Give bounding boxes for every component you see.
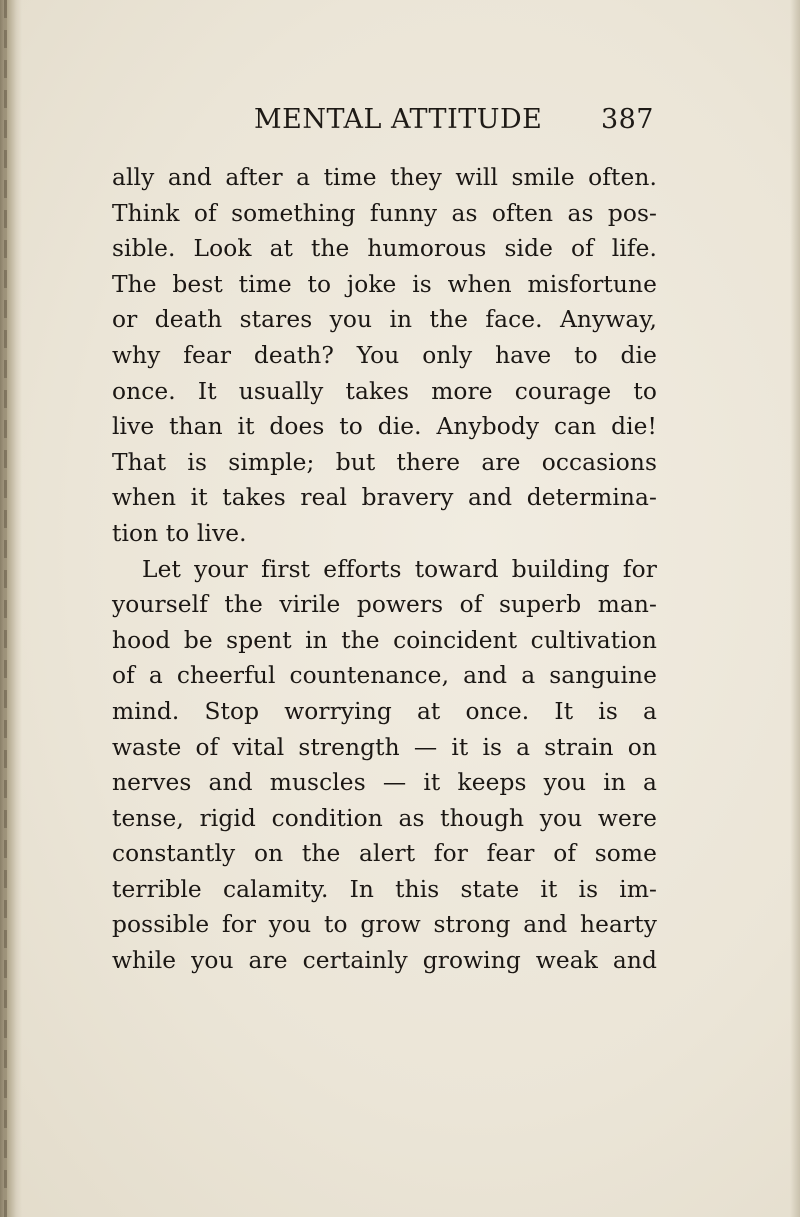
text-line: or death stares you in the face. Anyway,: [112, 306, 657, 334]
text-line: The best time to joke is when misfortune: [112, 270, 657, 298]
running-head-title: MENTAL ATTITUDE: [254, 104, 543, 135]
text-line: constantly on the alert for fear of some: [112, 840, 657, 868]
text-line: sible. Look at the humorous side of life.: [112, 235, 657, 263]
text-line: when it takes real bravery and determina-: [112, 484, 657, 512]
text-line: live than it does to die. Anybody can die!: [112, 413, 657, 441]
text-line: That is simple; but there are occasions: [112, 448, 657, 476]
text-line: mind. Stop worrying at once. It is a: [112, 697, 657, 725]
text-line: possible for you to grow strong and hearty: [112, 911, 657, 939]
text-line: hood be spent in the coincident cultivation: [112, 626, 657, 654]
page-number: 387: [600, 104, 654, 135]
paragraph-start-line: Let your first efforts toward building for: [142, 555, 657, 583]
text-line: ally and after a time they will smile often.: [112, 164, 657, 191]
text-line: while you are certainly growing weak and: [112, 947, 657, 975]
text-line: once. It usually takes more courage to: [112, 377, 657, 405]
page-right-edge: [790, 0, 800, 1217]
text-line: Think of something funny as often as pos-: [112, 199, 657, 227]
text-line: of a cheerful countenance, and a sanguine: [112, 662, 657, 690]
text-line: waste of vital strength — it is a strain on: [112, 733, 657, 761]
body-text: [112, 160, 657, 979]
text-line: why fear death? You only have to die: [112, 341, 657, 369]
text-line: terrible calamity. In this state it is im-: [112, 875, 657, 903]
running-head: [112, 104, 654, 144]
page-gutter-shadow: [0, 0, 22, 1217]
paragraph-end-line: tion to live.: [112, 519, 247, 547]
text-line: tense, rigid condition as though you were: [112, 804, 657, 832]
text-line: yourself the virile powers of superb man-: [112, 591, 657, 619]
text-line: nerves and muscles — it keeps you in a: [112, 769, 657, 797]
binding-edge: [4, 0, 7, 1217]
